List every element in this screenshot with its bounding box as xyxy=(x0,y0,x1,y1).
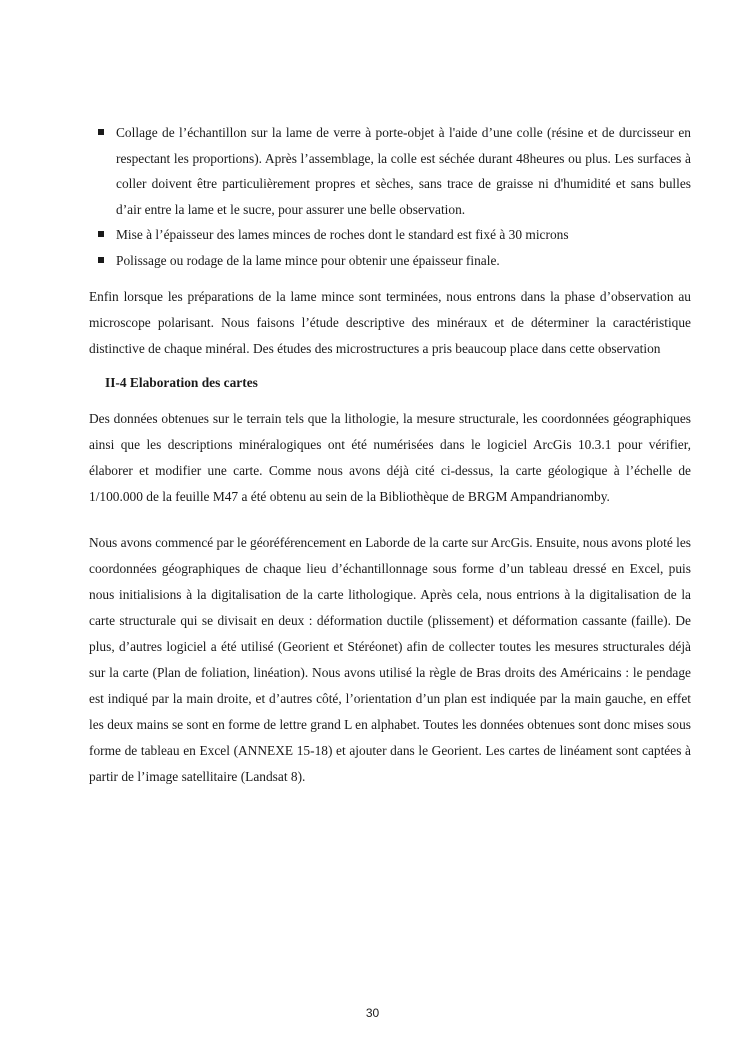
square-bullet-icon xyxy=(98,231,104,237)
section-heading: II-4 Elaboration des cartes xyxy=(105,374,258,390)
square-bullet-icon xyxy=(98,129,104,135)
list-item xyxy=(89,222,691,248)
mapping-method-paragraph: Nous avons commencé par le géoréférencement en Laborde de la carte sur ArcGis. Ensuite, nous avons ploté les coordonnées géographiques de chaque lieu d’échantillonnage sous forme d’un tableau dressé en Excel, puis nous initialisions à la digitalisation de la carte lithologique. Après cela, nous entrions à la digitalisation de la carte structurale qui se divisait en deux : déformation ductile (plissement) et déformation cassante (faille). De plus, d’autres logiciel a été utilisé (Georient et Stéréonet) afin de collecter toutes les mesures structurales déjà sur la carte (Plan de foliation, linéation). Nous avons utilisé la règle de Bras droits des Américains : le pendage est indiqué par la main droite, et d’autres côté, l’orientation d’un plan est indiquée par la main gauche, en effet les deux mains se sont en forme de lettre grand L en alphabet. Toutes les données obtenues sont donc mises sous forme de tableau en Excel (ANNEXE 15-18) et ajouter dans le Georient. Les cartes de linéament sont captées à partir de l’image satellitaire (Landsat 8). xyxy=(89,534,691,784)
list-item xyxy=(89,120,691,222)
list-item-text: Mise à l’épaisseur des lames minces de roches dont le standard est fixé à 30 microns xyxy=(116,227,569,243)
page-number: 30 xyxy=(365,1006,380,1020)
preparation-steps-list xyxy=(89,120,691,274)
list-item xyxy=(89,248,691,274)
document-page xyxy=(89,120,691,790)
square-bullet-icon xyxy=(98,257,104,263)
list-item-text: Polissage ou rodage de la lame mince pour obtenir une épaisseur finale. xyxy=(116,252,500,268)
observation-paragraph: Enfin lorsque les préparations de la lame mince sont terminées, nous entrons dans la phase d’observation au microscope polarisant. Nous faisons l’étude descriptive des minéraux et de déterminer la caractéristique distinctive de chaque minéral. Des études des microstructures a pris beaucoup place dans cette observation xyxy=(89,288,691,356)
list-item-text: Collage de l’échantillon sur la lame de verre à porte-objet à l'aide d’une colle (résine et de durcisseur en respectant les proportions). Après l’assemblage, la colle est séchée durant 48heures ou plus. Les surfaces à coller doivent être particulièrement propres et sèches, sans trace de graisse ni d'humidité et sans bulles d’air entre la lame et le sucre, pour assurer une belle observation. xyxy=(116,125,691,217)
data-digitization-paragraph: Des données obtenues sur le terrain tels que la lithologie, la mesure structurale, les coordonnées géographiques ainsi que les descriptions minéralogiques ont été numérisées dans le logiciel ArcGis 10.3.1 pour vérifier, élaborer et modifier une carte. Comme nous avons déjà cité ci-dessus, la carte géologique à l’échelle de 1/100.000 de la feuille M47 a été obtenu au sein de la Bibliothèque de BRGM Ampandrianomby. xyxy=(89,410,691,504)
